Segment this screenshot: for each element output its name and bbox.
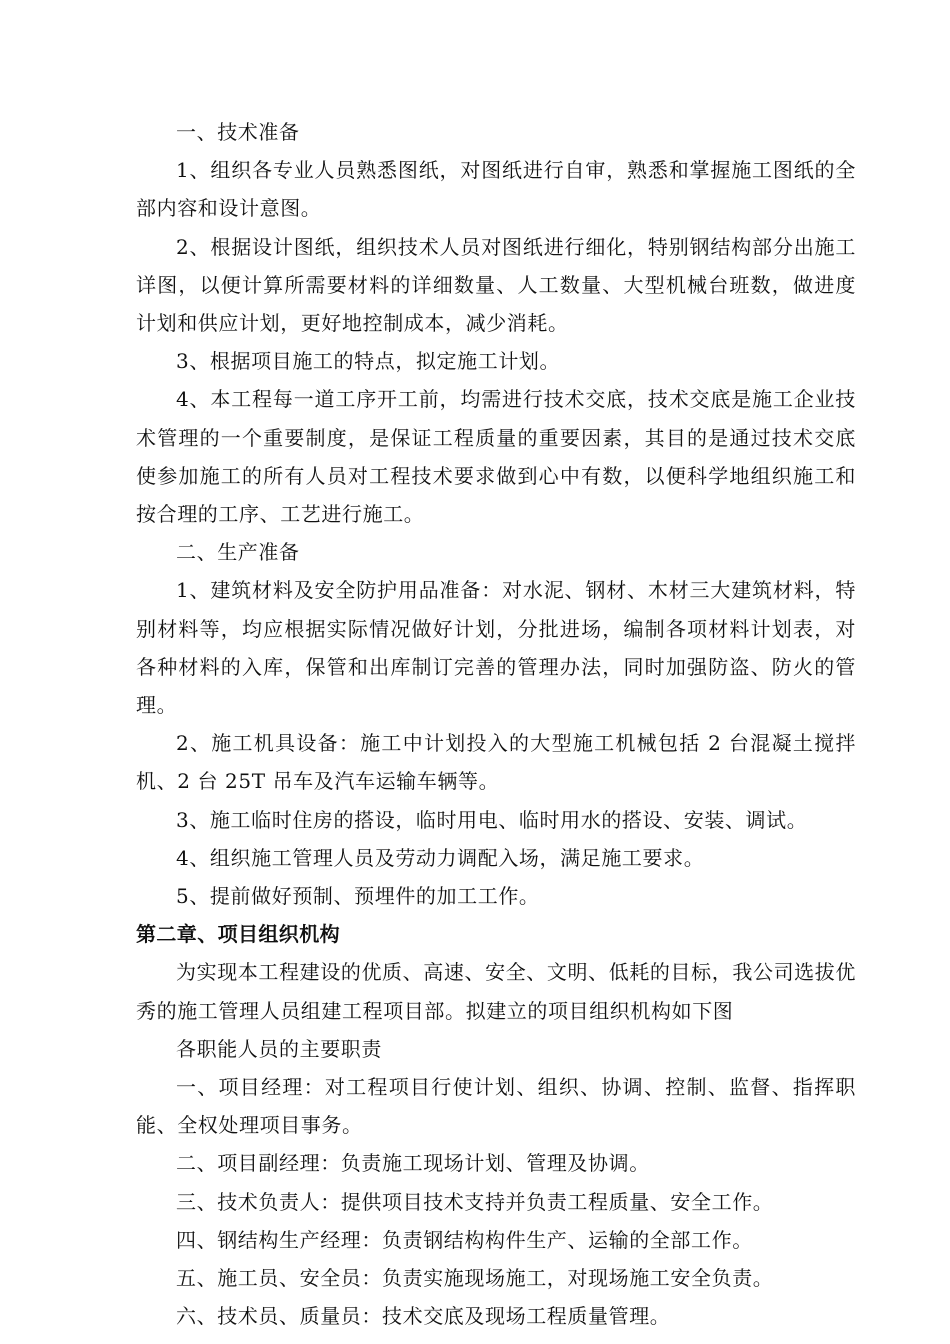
paragraph-duty-3: 三、技术负责人：提供项目技术支持并负责工程质量、安全工作。 — [176, 1189, 774, 1214]
section-heading-tech-prep: 一、技术准备 — [176, 120, 300, 144]
paragraph-prod-2: 2、施工机具设备：施工中计划投入的大型施工机械包括 2 台混凝土搅拌机、2 台 25T 吊车及汽车运输车辆等。 — [136, 731, 856, 794]
paragraph-tech-1: 1、组织各专业人员熟悉图纸，对图纸进行自审，熟悉和掌握施工图纸的全部内容和设计意图。 — [136, 158, 856, 221]
chapter-2-title: 第二章、项目组织机构 — [136, 922, 340, 947]
paragraph-duty-6: 六、技术员、质量员：技术交底及现场工程质量管理。 — [176, 1304, 671, 1329]
paragraph-tech-2: 2、根据设计图纸，组织技术人员对图纸进行细化，特别钢结构部分出施工详图，以便计算所需要材料的详细数量、人工数量、大型机械台班数，做进度计划和供应计划，更好地控制成本，减少消耗。 — [136, 234, 856, 336]
document-body — [136, 113, 856, 1336]
paragraph-duty-2: 二、项目副经理：负责施工现场计划、管理及协调。 — [176, 1151, 650, 1176]
section-heading-production-prep: 二、生产准备 — [176, 540, 300, 565]
paragraph-prod-5: 5、提前做好预制、预埋件的加工工作。 — [176, 884, 540, 909]
paragraph-duty-5: 五、施工员、安全员：负责实施现场施工，对现场施工安全负责。 — [176, 1266, 774, 1291]
paragraph-tech-3: 3、根据项目施工的特点，拟定施工计划。 — [176, 349, 561, 374]
paragraph-prod-4: 4、组织施工管理人员及劳动力调配入场，满足施工要求。 — [176, 845, 705, 870]
paragraph-prod-1: 1、建筑材料及安全防护用品准备：对水泥、钢材、木材三大建筑材料，特别材料等，均应根据实际情况做好计划，分批进场，编制各项材料计划表，对各种材料的入库，保管和出库制订完善的管理办法，同时加强防盗、防火的管理。 — [136, 578, 856, 718]
paragraph-duty-4: 四、钢结构生产经理：负责钢结构构件生产、运输的全部工作。 — [176, 1227, 753, 1252]
duties-heading: 各职能人员的主要职责 — [176, 1036, 382, 1061]
paragraph-duty-1: 一、项目经理：对工程项目行使计划、组织、协调、控制、监督、指挥职能、全权处理项目事务。 — [136, 1075, 856, 1138]
paragraph-tech-4: 4、本工程每一道工序开工前，均需进行技术交底，技术交底是施工企业技术管理的一个重要制度，是保证工程质量的重要因素，其目的是通过技术交底使参加施工的所有人员对工程技术要求做到心中有数，以便科学地组织施工和按合理的工序、工艺进行施工。 — [136, 387, 856, 527]
paragraph-prod-3: 3、施工临时住房的搭设，临时用电、临时用水的搭设、安装、调试。 — [176, 807, 808, 832]
paragraph-org-intro: 为实现本工程建设的优质、高速、安全、文明、低耗的目标，我公司选拔优秀的施工管理人员组建工程项目部。拟建立的项目组织机构如下图 — [136, 960, 856, 1023]
